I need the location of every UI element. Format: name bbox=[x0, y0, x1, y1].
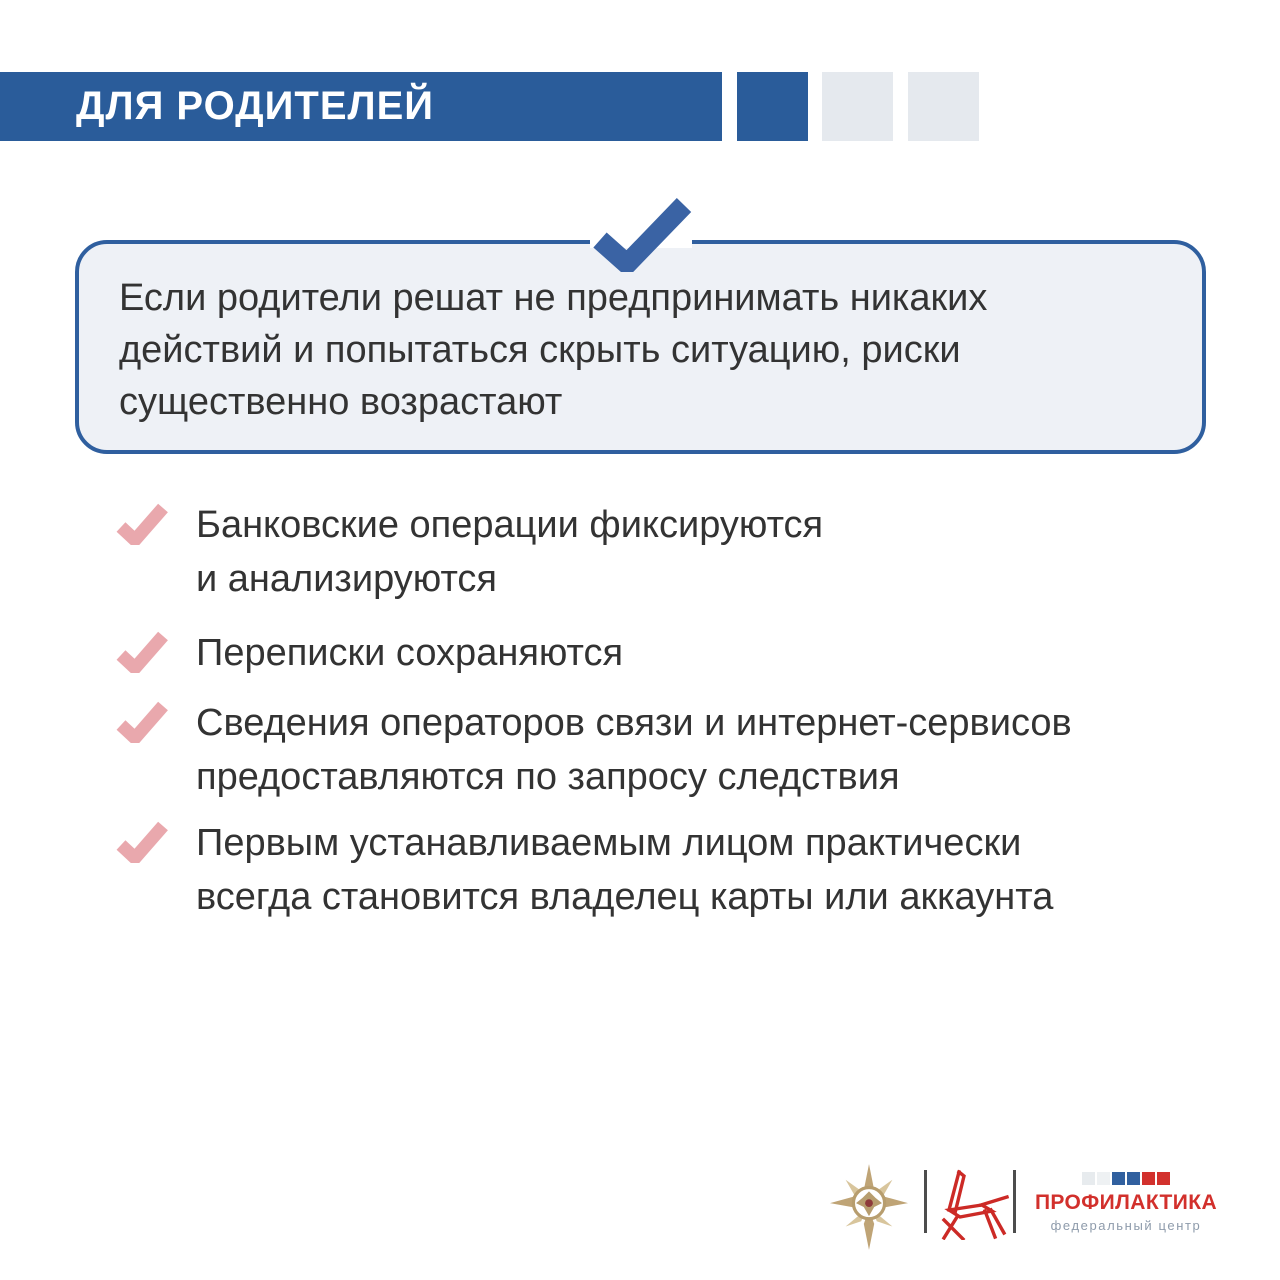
logo-square bbox=[1097, 1172, 1110, 1185]
list-item-line: Банковские операции фиксируются bbox=[196, 504, 824, 546]
list-item-text bbox=[196, 498, 823, 606]
list-item bbox=[116, 696, 1072, 804]
list-item bbox=[116, 498, 823, 606]
list-item-text bbox=[196, 696, 1072, 804]
logo-subtitle: федеральный центр bbox=[1050, 1218, 1202, 1233]
page-title: ДЛЯ РОДИТЕЛЕЙ bbox=[76, 84, 435, 128]
list-item-line: всегда становится владелец карты или аккаунта bbox=[196, 876, 1054, 918]
list-item bbox=[116, 816, 1053, 924]
list-item-text bbox=[196, 816, 1053, 924]
list-item bbox=[116, 626, 623, 680]
header-bar bbox=[0, 72, 722, 141]
header-accent-square bbox=[737, 72, 808, 141]
logo-square bbox=[1082, 1172, 1095, 1185]
list-item-line: Сведения операторов связи и интернет-сервисов bbox=[196, 702, 1072, 744]
logo-squares bbox=[1082, 1172, 1170, 1185]
list-item-line: Первым устанавливаемым лицом практически bbox=[196, 822, 1022, 864]
footer-divider bbox=[1013, 1170, 1016, 1233]
logo-square bbox=[1142, 1172, 1155, 1185]
logo-square bbox=[1112, 1172, 1125, 1185]
list-item-line: предоставляются по запросу следствия bbox=[196, 756, 900, 798]
logo-title: ПРОФИЛАКТИКА bbox=[1034, 1191, 1218, 1214]
quote-line: действий и попытаться скрыть ситуацию, риски bbox=[119, 329, 961, 371]
quote-line: существенно возрастают bbox=[119, 381, 563, 423]
ministry-emblem-icon bbox=[830, 1164, 908, 1250]
header-muted-square-2 bbox=[908, 72, 979, 141]
quote-line: Если родители решат не предпринимать никаких bbox=[119, 277, 988, 319]
check-icon bbox=[590, 196, 694, 272]
check-icon bbox=[116, 701, 168, 743]
check-icon bbox=[116, 821, 168, 863]
quote-text bbox=[119, 272, 987, 428]
profilaktika-logo bbox=[1034, 1172, 1218, 1233]
header-muted-square-1 bbox=[822, 72, 893, 141]
list-item-line: Переписки сохраняются bbox=[196, 632, 624, 674]
logo-square bbox=[1127, 1172, 1140, 1185]
red-chair-icon bbox=[936, 1168, 1010, 1240]
list-item-line: и анализируются bbox=[196, 558, 498, 600]
check-icon bbox=[116, 631, 168, 673]
check-icon bbox=[116, 503, 168, 545]
list-item-text bbox=[196, 626, 623, 680]
logo-square bbox=[1157, 1172, 1170, 1185]
footer-divider bbox=[924, 1170, 927, 1233]
